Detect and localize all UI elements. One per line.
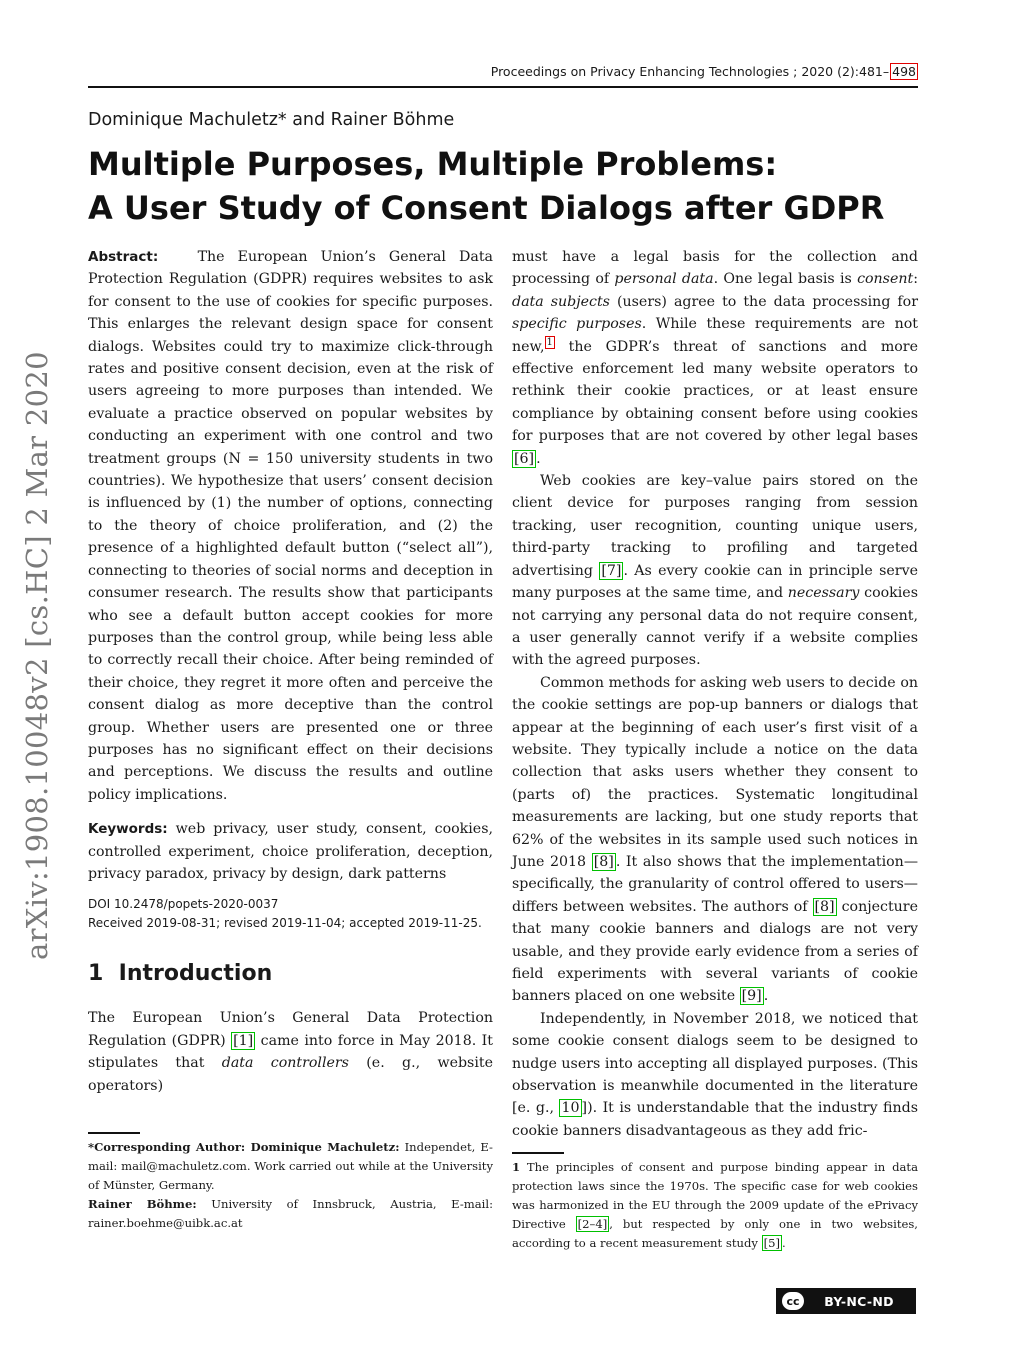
corresponding-label: *Corresponding Author: Dominique Machuletz: <box>88 1140 400 1154</box>
emphasis: data controllers <box>221 1055 349 1072</box>
intro-paragraph-1-cont <box>512 246 918 470</box>
footnote-mark-1[interactable]: 1 <box>546 336 553 348</box>
emphasis: consent <box>857 271 914 288</box>
footnote-number: 1 <box>512 1160 521 1174</box>
received-dates: Received 2019-08-31; revised 2019-11-04; accepted 2019-11-25. <box>88 916 482 931</box>
paper-title <box>88 142 884 230</box>
text-run: (users) agree to the data processing for <box>609 293 918 310</box>
emphasis: data subjects <box>512 293 610 310</box>
abstract-text: The European Union’s General Data Protection Regulation (GDPR) requires websites to ask for consent to the use of cookies for specific purposes. This enlarges the relevant design space for consent dialogs. Websites could try to maximize click-through rates and positive consent decision, even at the risk of users agreeing to more purposes than intended. We evaluate a practice observed on popular websites by conducting an experiment with one control and two treatment groups (N = 150 university students in two countries). We hypothesize that users’ consent decision is influenced by (1) the number of options, connecting to the theory of choice proliferation, and (2) the presence of a highlighted default button (“select all”), connecting to theories of social norms and deception in consumer research. The results show that participants who see a default button accept cookies for more purposes than the control group, while being less able to correctly recall their choice. After being reminded of their choice, they regret it more often and perceive the consent dialog as more deceptive than the control group. Whether users are presented one or three purposes has no significant effect on their decisions and perceptions. We discuss the results and outline policy implications. <box>88 249 494 803</box>
second-author-note <box>88 1195 493 1233</box>
page-end-link[interactable]: 498 <box>892 64 916 79</box>
title-line-2: A User Study of Consent Dialogs after GDPR <box>88 189 885 227</box>
journal-citation: Proceedings on Privacy Enhancing Technologies ; 2020 (2):481– <box>490 64 890 79</box>
text-run: . One legal basis is <box>713 271 858 288</box>
text-run: , but respected by only one in two websites, according to a recent measurement study <box>512 1217 918 1250</box>
text-run: came into force in May 2018. It stipulates that <box>88 1032 493 1072</box>
second-author-label: Rainer Böhme: <box>88 1197 197 1211</box>
footnote-rule-left <box>88 1132 140 1134</box>
abstract-label: Abstract: <box>88 249 159 265</box>
keywords <box>88 818 493 885</box>
text-run: ]). It is understandable that the industry finds cookie banners disadvantageous as they add fric- <box>512 1100 919 1139</box>
keywords-text: web privacy, user study, consent, cookies, controlled experiment, choice proliferation, deception, privacy paradox, privacy by design, dark patterns <box>88 821 493 882</box>
text-run: . <box>782 1236 786 1250</box>
text-run: Independet, E-mail: mail@machuletz.com. Work carried out while at the University of Münster, Germany. <box>88 1140 493 1192</box>
footnote-1 <box>512 1158 918 1253</box>
article-meta <box>88 895 493 933</box>
text-run: . <box>763 988 769 1005</box>
text-run: conjecture that many cookie banners and dialogs are not very usable, and they provide early evidence from a series of field experiments with several variants of cookie banners placed on one website <box>512 898 918 1005</box>
text-run: (e. g., website operators) <box>88 1055 493 1094</box>
citation-8[interactable]: [8] <box>593 853 614 870</box>
text-run: . As every cookie can in principle serve many purposes at the same time, and <box>512 562 918 602</box>
right-column <box>512 246 918 1142</box>
keywords-label: Keywords: <box>88 821 168 838</box>
doi[interactable]: DOI 10.2478/popets-2020-0037 <box>88 897 279 912</box>
abstract <box>88 246 493 806</box>
citation-8[interactable]: [8] <box>814 898 835 915</box>
citation-7[interactable]: [7] <box>601 562 622 579</box>
text-run: . <box>536 450 541 467</box>
text-run: cookies not carrying any personal data do not require consent, a user generally cannot verify if a website complies with the agreed purposes. <box>512 585 918 669</box>
license-badge[interactable] <box>776 1288 916 1314</box>
creative-commons-icon: cc <box>782 1292 804 1310</box>
left-column <box>88 246 493 1097</box>
section-number: 1 <box>88 961 104 987</box>
section-title: Introduction <box>118 961 273 987</box>
text-run: University of Innsbruck, Austria, E-mail: rainer.boehme@uibk.ac.at <box>88 1197 494 1230</box>
author-footnote <box>88 1138 493 1233</box>
license-label: BY-NC-ND <box>824 1293 894 1309</box>
citation-1[interactable]: [1] <box>233 1032 254 1049</box>
title-line-1: Multiple Purposes, Multiple Problems: <box>88 145 778 183</box>
emphasis: personal data <box>614 271 714 288</box>
text-run: must have a legal basis for the collection and processing of <box>512 249 918 288</box>
emphasis: specific purposes <box>512 316 642 333</box>
text-run: Common methods for asking web users to decide on the cookie settings are pop-up banners or dialogs that appear at the beginning of each user’s first visit of a website. They typically include a notice on the data collection that asks users whether they consent to (parts of) the practices. Systematic longitudinal measurements are lacking, but one study reports that 62% of the websites in its sample used such notices in June 2018 <box>512 674 918 870</box>
corresponding-author-note <box>88 1138 493 1195</box>
intro-paragraph-4 <box>512 1008 918 1142</box>
journal-running-header <box>88 63 918 80</box>
text-run: . It also shows that the implementation—specifically, the granularity of control offered to users—differs between websites. The authors of <box>512 853 919 915</box>
text-run: Web cookies are key–value pairs stored on the client device for purposes ranging from session tracking, user recognition, counting unique users, third-party tracking to profiling and targeted advertising <box>512 473 918 579</box>
header-rule <box>88 86 918 88</box>
section-heading <box>88 959 493 989</box>
text-run: . While these requirements are not new, <box>512 316 918 355</box>
text-run: Independently, in November 2018, we noticed that some cookie consent dialogs seem to be designed to nudge users into accepting all displayed purposes. (This observation is meanwhile documented in the literature [e. g., <box>512 1010 918 1117</box>
citation-2-4[interactable]: [2–4] <box>577 1217 608 1231</box>
citation-9[interactable]: [9] <box>741 988 762 1005</box>
citation-10[interactable]: 10 <box>561 1100 580 1117</box>
text-run: The European Union’s General Data Protection Regulation (GDPR) <box>88 1010 493 1049</box>
author-list: Dominique Machuletz* and Rainer Böhme <box>88 110 455 130</box>
text-run: the GDPR’s threat of sanctions and more effective enforcement led many website operators to rethink their cookie practices, or at least ensure compliance by obtaining consent before using cookies for purposes that are not covered by other legal bases <box>512 338 918 445</box>
intro-paragraph-2 <box>512 470 918 672</box>
emphasis: necessary <box>787 585 860 602</box>
intro-paragraph-3 <box>512 672 918 1008</box>
intro-paragraph-1 <box>88 1007 493 1097</box>
footnote-rule-right <box>512 1152 564 1154</box>
arxiv-identifier[interactable]: arXiv:1908.10048v2 [cs.HC] 2 Mar 2020 <box>20 351 54 960</box>
citation-6[interactable]: [6] <box>514 450 535 467</box>
text-run: The principles of consent and purpose binding appear in data protection laws since the 1970s. The specific case for web cookies was harmonized in the EU through the 2009 update of the ePrivacy Directive <box>512 1160 918 1231</box>
text-run: : <box>913 271 918 288</box>
citation-5[interactable]: [5] <box>763 1236 781 1250</box>
